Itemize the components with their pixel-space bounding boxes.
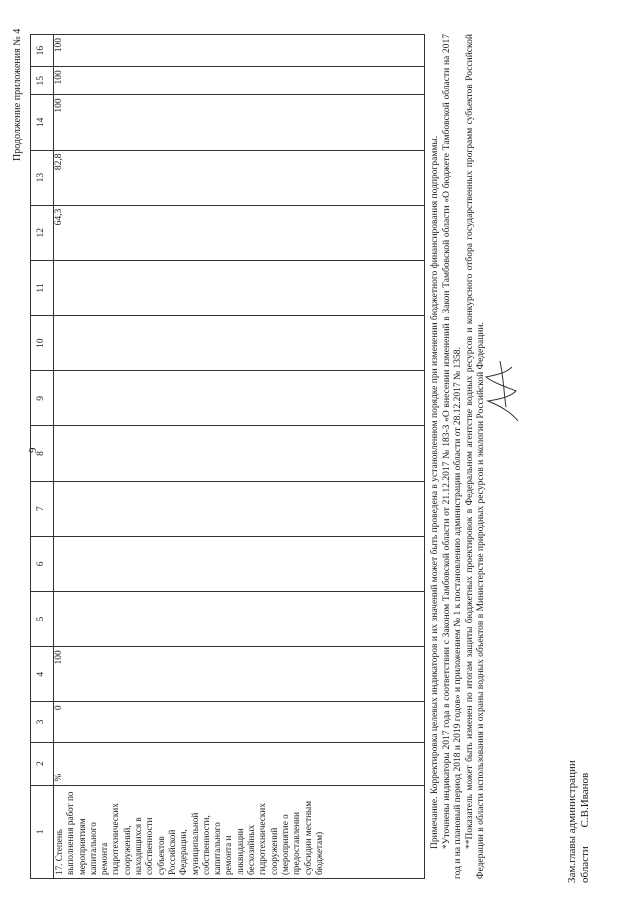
- value-cell: [54, 316, 425, 371]
- column-header: 2: [31, 742, 54, 785]
- column-header: 6: [31, 536, 54, 591]
- page-number: 9: [27, 447, 39, 453]
- value-cell: [54, 260, 425, 315]
- table-header-row: [31, 35, 54, 879]
- column-header: 9: [31, 371, 54, 426]
- column-header: 5: [31, 592, 54, 647]
- note-paragraph: *Уточнены индикаторы 2017 года в соответствии с Законом Тамбовской области от 21.12.2017 № 183-З «О внесении изменений в Закон Тамбовской области «О бюджете Тамбовской области на 2017 год и на плановый период 2018 и 2019 годов» и приложением № 1 к постановлению администрации области от 28.12.2017 № 1358.: [441, 34, 464, 879]
- continuation-note: Продолжение приложения № 4: [12, 28, 23, 161]
- column-header: 11: [31, 260, 54, 315]
- column-header: 13: [31, 150, 54, 205]
- value-cell: 100: [54, 67, 425, 95]
- column-header: 7: [31, 481, 54, 536]
- value-cell: 100: [54, 95, 425, 150]
- signature-block: [566, 760, 592, 883]
- indicator-name-cell: 17. Степень выполнения работ по мероприятиям капитального ремонта гидротехнических сооружений, находящихся в собственности субъектов Российской Федерации, муниципальной собственности, капитального ремонта и ликвидации бесхозяйных гидротехнических сооружений (мероприятие о предоставлении субсидии местным бюджетам): [54, 785, 425, 878]
- column-header: 16: [31, 35, 54, 67]
- note-paragraph: Примечание. Корректировка целевых индикаторов и их значений может быть проведена в установленном порядке при изменении бюджетного финансирования подпрограммы.: [430, 135, 440, 849]
- value-cell: 82,8: [54, 150, 425, 205]
- column-header: 14: [31, 95, 54, 150]
- value-cell: [54, 592, 425, 647]
- column-header: 15: [31, 67, 54, 95]
- column-header: 10: [31, 316, 54, 371]
- notes-block: [430, 34, 488, 879]
- handwritten-signature: [480, 355, 525, 425]
- value-cell: [54, 481, 425, 536]
- signatory-name: С.В.Иванов: [579, 772, 591, 828]
- signatory-region: области: [579, 846, 591, 883]
- indicator-table: [30, 34, 425, 879]
- unit-cell: %: [54, 742, 425, 785]
- value-cell: 100: [54, 35, 425, 67]
- value-cell: 0: [54, 702, 425, 742]
- table-row: [54, 35, 425, 879]
- column-header: 1: [31, 785, 54, 878]
- value-cell: 100: [54, 647, 425, 702]
- note-paragraph: **Показатель может быть изменен по итогам защиты бюджетных проектировок в Федеральном агентстве водных ресурсов и конкурсного отбора государственных программ субъектов Российской Федерации в области использования и охраны водных объектов в Министерстве природных ресурсов и экологии Российской Федерации.: [464, 34, 487, 879]
- value-cell: 64,3: [54, 205, 425, 260]
- value-cell: [54, 371, 425, 426]
- column-header: 4: [31, 647, 54, 702]
- column-header: 3: [31, 702, 54, 742]
- value-cell: [54, 426, 425, 481]
- signatory-title: Зам.главы администрации: [566, 760, 578, 883]
- column-header: 12: [31, 205, 54, 260]
- column-header: 8: [31, 426, 54, 481]
- value-cell: [54, 536, 425, 591]
